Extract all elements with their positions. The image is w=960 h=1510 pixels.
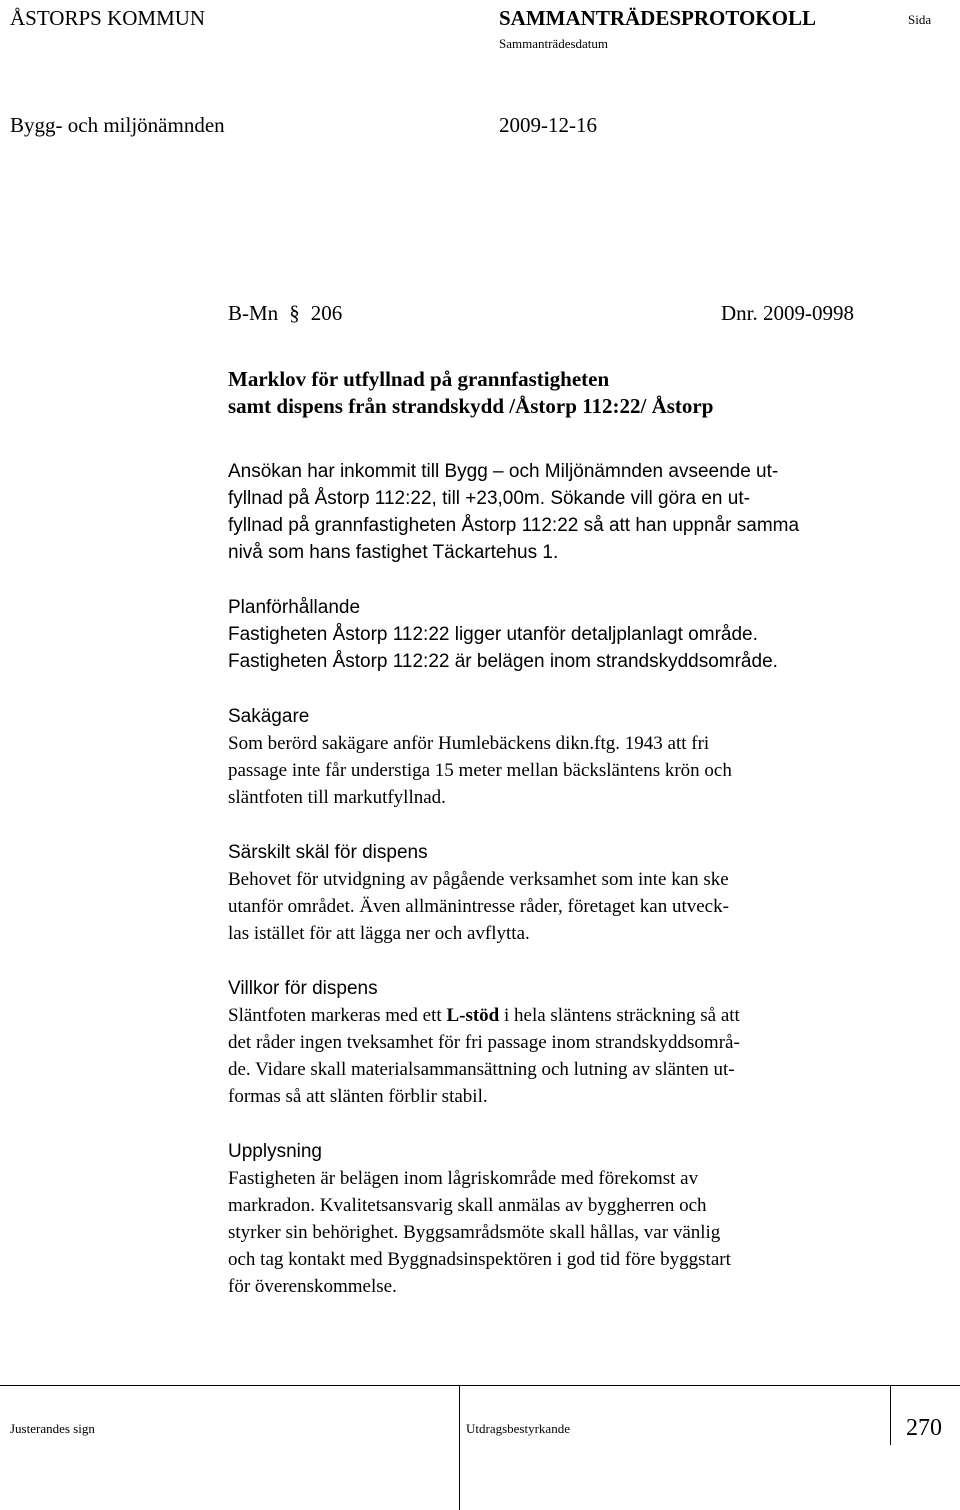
meeting-date-label: Sammanträdesdatum bbox=[499, 36, 609, 51]
section-heading: Villkor för dispens bbox=[228, 978, 378, 999]
paragraph-line: Ansökan har inkommit till Bygg – och Miljönämnden avseende ut- bbox=[228, 461, 779, 482]
section-plan bbox=[228, 594, 860, 675]
footer-divider bbox=[0, 1385, 960, 1386]
paragraph-line: las istället för att lägga ner och avflytta. bbox=[228, 923, 530, 944]
diary-number: Dnr. 2009-0998 bbox=[721, 301, 854, 325]
paragraph-line: fyllnad på Åstorp 112:22, till +23,00m. Sökande vill göra en ut- bbox=[228, 488, 750, 509]
paragraph-line: fyllnad på grannfastigheten Åstorp 112:22 så att han uppnår samma bbox=[228, 515, 800, 536]
section-reasons bbox=[228, 839, 860, 947]
footer-column-divider bbox=[459, 1385, 460, 1510]
board-name: Bygg- och miljönämnden bbox=[10, 113, 225, 137]
intro-paragraph bbox=[228, 458, 860, 566]
section-heading: Planförhållande bbox=[228, 597, 361, 618]
case-reference-row bbox=[228, 298, 860, 328]
text-run: Släntfoten markeras med ett bbox=[228, 1005, 447, 1026]
adjuster-sign-label: Justerandes sign bbox=[10, 1421, 95, 1436]
paragraph-line: nivå som hans fastighet Täckartehus 1. bbox=[228, 542, 559, 563]
protocol-title: SAMMANTRÄDESPROTOKOLL bbox=[499, 6, 816, 30]
section-notice bbox=[228, 1138, 860, 1300]
paragraph-line: Fastigheten är belägen inom lågriskområde med förekomst av bbox=[228, 1168, 699, 1189]
case-reference bbox=[228, 298, 342, 328]
paragraph-line: passage inte får understiga 15 meter mellan bäcksläntens krön och bbox=[228, 760, 732, 781]
meeting-date: 2009-12-16 bbox=[499, 113, 597, 137]
paragraph-line: för överenskommelse. bbox=[228, 1276, 397, 1297]
paragraph-line: Fastigheten Åstorp 112:22 ligger utanför detaljplanlagt område. bbox=[228, 624, 758, 645]
paragraph-line: utanför området. Även allmänintresse råder, företaget kan utveck- bbox=[228, 896, 729, 917]
paragraph-line: och tag kontakt med Byggnadsinspektören i god tid före byggstart bbox=[228, 1249, 731, 1270]
case-title-line: samt dispens från strandskydd /Åstorp 112:22/ Åstorp bbox=[228, 394, 714, 418]
footer-column-divider bbox=[890, 1385, 891, 1445]
section-heading: Sakägare bbox=[228, 706, 310, 727]
page-label: Sida bbox=[908, 12, 932, 27]
section-symbol: § bbox=[289, 301, 300, 325]
section-conditions bbox=[228, 975, 860, 1110]
municipality-name: ÅSTORPS KOMMUN bbox=[10, 6, 206, 30]
paragraph-line: formas så att slänten förblir stabil. bbox=[228, 1086, 488, 1107]
page-number: 270 bbox=[906, 1415, 942, 1441]
board-abbreviation: B-Mn bbox=[228, 301, 279, 325]
section-owners bbox=[228, 703, 860, 811]
paragraph-line: det råder ingen tveksamhet för fri passage inom strandskyddsområ- bbox=[228, 1032, 740, 1053]
paragraph-line: släntfoten till markutfyllnad. bbox=[228, 787, 446, 808]
paragraph-line: Behovet för utvidgning av pågående verksamhet som inte kan ske bbox=[228, 869, 729, 890]
section-number: 206 bbox=[310, 301, 343, 325]
extract-certification-label: Utdragsbestyrkande bbox=[466, 1421, 570, 1436]
paragraph-line: Fastigheten Åstorp 112:22 är belägen inom strandskyddsområde. bbox=[228, 651, 778, 672]
paragraph-line: de. Vidare skall materialsammansättning och lutning av slänten ut- bbox=[228, 1059, 735, 1080]
emphasis-l-stod: L-stöd bbox=[446, 1005, 500, 1026]
paragraph-line: styrker sin behörighet. Byggsamrådsmöte skall hållas, var vänlig bbox=[228, 1222, 721, 1243]
text-run: i hela släntens sträckning så att bbox=[499, 1005, 740, 1026]
paragraph-line bbox=[228, 1002, 860, 1029]
paragraph-line: markradon. Kvalitetsansvarig skall anmälas av byggherren och bbox=[228, 1195, 707, 1216]
case-title bbox=[228, 366, 860, 420]
case-title-line: Marklov för utfyllnad på grannfastigheten bbox=[228, 367, 610, 391]
case-body bbox=[228, 298, 860, 1300]
section-heading: Särskilt skäl för dispens bbox=[228, 842, 428, 863]
paragraph-line: Som berörd sakägare anför Humlebäckens dikn.ftg. 1943 att fri bbox=[228, 733, 710, 754]
section-heading: Upplysning bbox=[228, 1141, 322, 1162]
